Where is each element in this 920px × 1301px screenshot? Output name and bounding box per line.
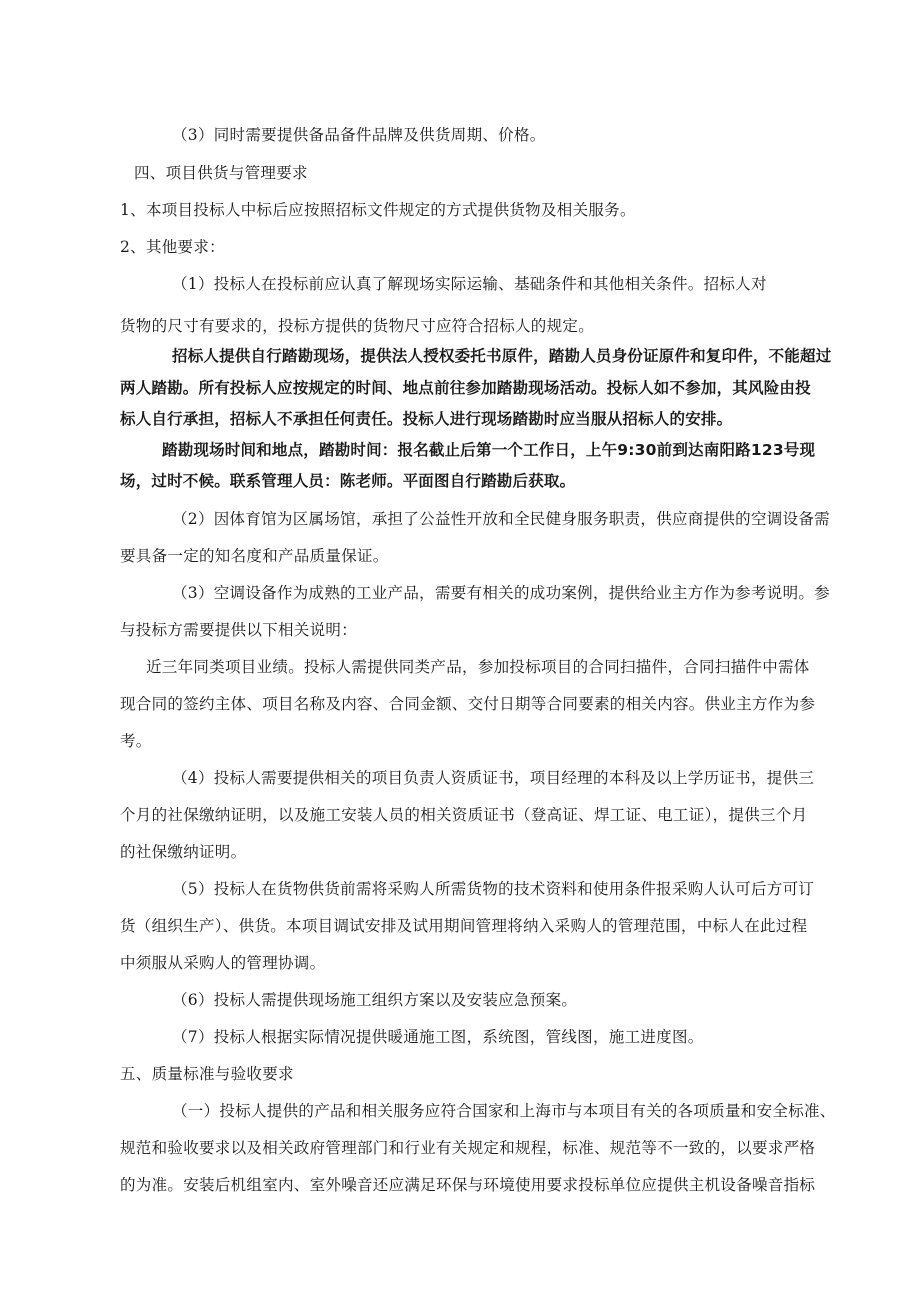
paragraph-2-heading: 2、其他要求： — [120, 238, 225, 256]
site-visit-time-line-2: 场，过时不候。联系管理人员：陈老师。平面图自行踏勘后获取。 — [120, 472, 576, 490]
site-visit-line-3: 标人自行承担，招标人不承担任何责任。投标人进行现场踏勘时应当服从招标人的安排。 — [120, 410, 733, 428]
performance-line-2: 现合同的签约主体、项目名称及内容、合同金额、交付日期等合同要素的相关内容。供业主方作为参 — [120, 695, 816, 713]
item-3-line-1: （3）空调设备作为成熟的工业产品，需要有相关的成功案例，提供给业主方作为参考说明。参 — [172, 584, 830, 602]
item-2-line-1: （2）因体育馆为区属场馆，承担了公益性开放和全民健身服务职责，供应商提供的空调设备需 — [172, 510, 830, 528]
paragraph-1: 1、本项目投标人中标后应按照招标文件规定的方式提供货物及相关服务。 — [120, 201, 636, 219]
quality-line-1: （一）投标人提供的产品和相关服务应符合国家和上海市与本项目有关的各项质量和安全标准、 — [172, 1102, 836, 1120]
item-4-line-1: （4）投标人需要提供相关的项目负责人资质证书，项目经理的本科及以上学历证书，提供三 — [172, 769, 815, 787]
section-heading-5: 五、质量标准与验收要求 — [120, 1065, 294, 1083]
performance-line-3: 考。 — [120, 732, 152, 750]
performance-line-1: 近三年同类项目业绩。投标人需提供同类产品，参加投标项目的合同扫描件，合同扫描件中需体 — [146, 658, 810, 676]
item-3-spare-parts: （3）同时需要提供备品备件品牌及供货周期、价格。 — [172, 126, 546, 144]
quality-line-3: 的为准。安装后机组室内、室外噪音还应满足环保与环境使用要求投标单位应提供主机设备噪音指标 — [120, 1176, 816, 1194]
site-visit-line-1: 招标人提供自行踏勘现场，提供法人授权委托书原件，踏勘人员身份证原件和复印件，不能超过 — [172, 347, 832, 365]
quality-line-2: 规范和验收要求以及相关政府管理部门和行业有关规定和规程，标准、规范等不一致的，以要求严格 — [120, 1139, 816, 1157]
item-4-line-3: 的社保缴纳证明。 — [120, 843, 247, 861]
item-4-line-2: 个月的社保缴纳证明，以及施工安装人员的相关资质证书（登高证、焊工证、电工证），提供三个月 — [120, 806, 808, 824]
site-visit-time-line-1: 踏勘现场时间和地点，踏勘时间：报名截止后第一个工作日，上午9:30前到达南阳路123号现 — [162, 441, 816, 459]
item-5-line-3: 中须服从采购人的管理协调。 — [120, 954, 326, 972]
item-3-line-2: 与投标方需要提供以下相关说明： — [120, 621, 358, 639]
item-6: （6）投标人需提供现场施工组织方案以及安装应急预案。 — [172, 991, 578, 1009]
section-heading-4: 四、项目供货与管理要求 — [134, 164, 308, 182]
site-visit-line-2: 两人踏勘。所有投标人应按规定的时间、地点前往参加踏勘现场活动。投标人如不参加，其风险由投 — [120, 379, 811, 397]
item-2-line-2: 要具备一定的知名度和产品质量保证。 — [120, 547, 389, 565]
item-1-line-2: 货物的尺寸有要求的，投标方提供的货物尺寸应符合招标人的规定。 — [120, 317, 595, 335]
item-5-line-1: （5）投标人在货物供货前需将采购人所需货物的技术资料和使用条件报采购人认可后方可订 — [172, 880, 815, 898]
item-5-line-2: 货（组织生产）、供货。本项目调试安排及试用期间管理将纳入采购人的管理范围，中标人在此过程 — [120, 917, 808, 935]
item-7: （7）投标人根据实际情况提供暖通施工图，系统图，管线图，施工进度图。 — [172, 1028, 704, 1046]
item-1-line-1: （1）投标人在投标前应认真了解现场实际运输、基础条件和其他相关条件。招标人对 — [172, 275, 767, 293]
